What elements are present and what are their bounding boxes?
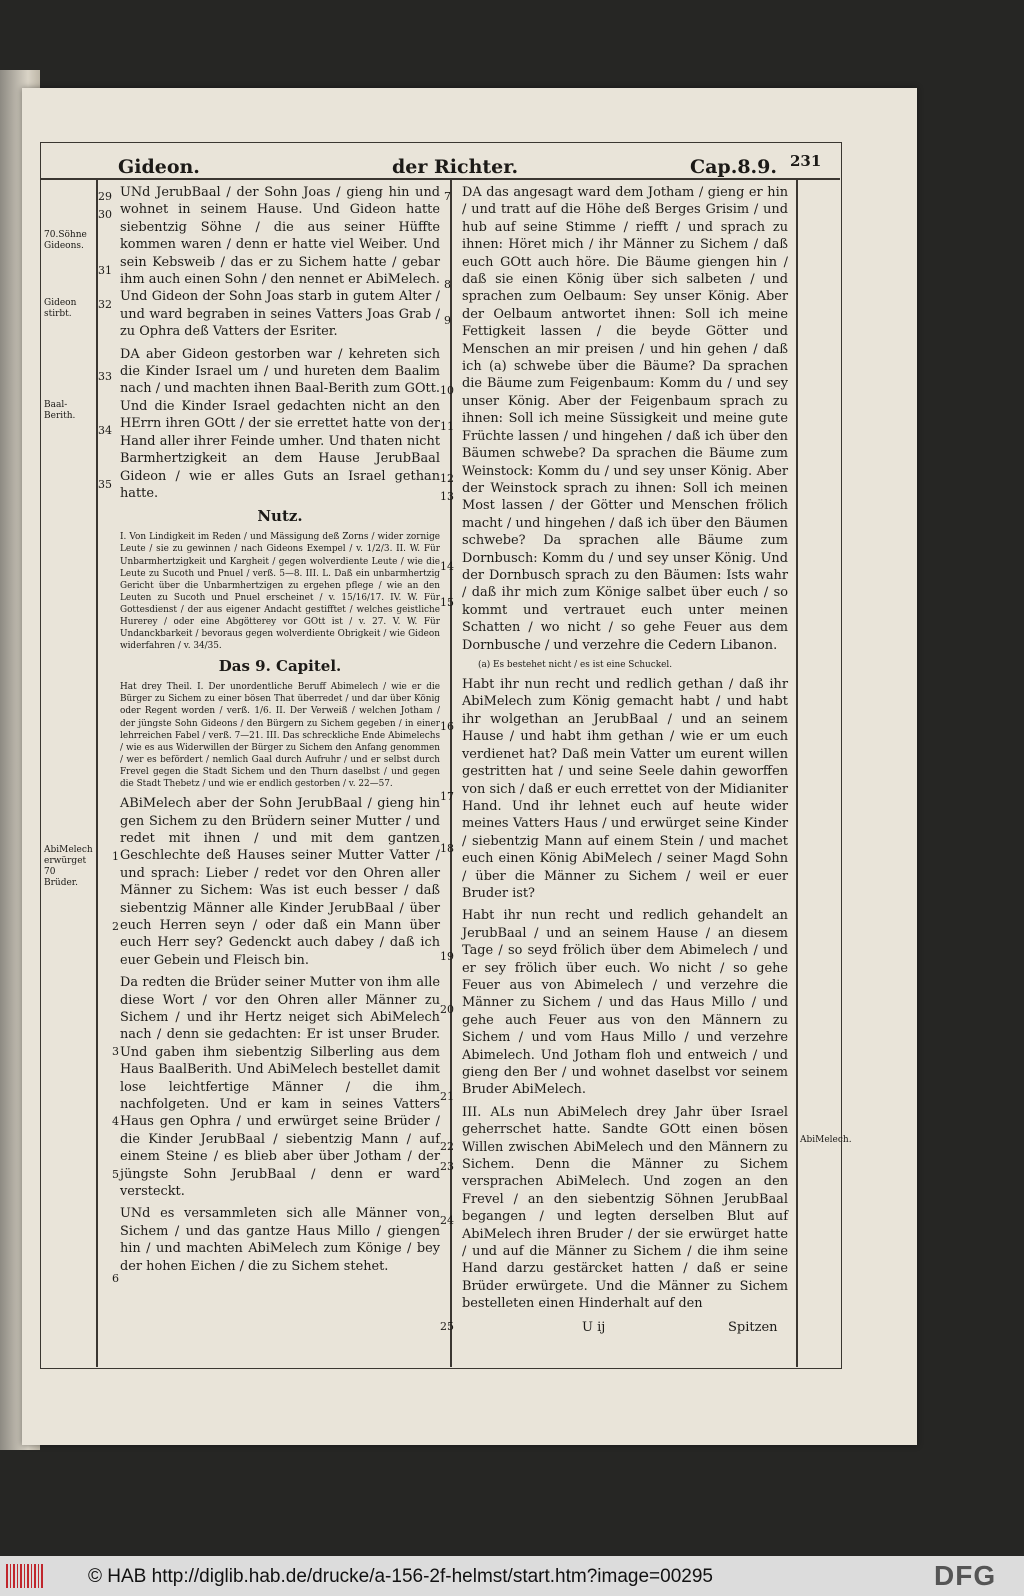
- paragraph: UNd es versammleten sich alle Männer von Sichem / und das gantze Haus Millo / giengen hin / und machten AbiMelech zum Könige / bey der hohen Eichen / die zu Sichem stehet.: [120, 1206, 440, 1274]
- verse-number: 25: [440, 1320, 454, 1333]
- barcode-icon: [6, 1564, 44, 1588]
- running-head-left: Gideon.: [118, 156, 200, 178]
- paragraph: III. ALs nun AbiMelech drey Jahr über Israel geherrschet hatte. Sandte GOtt einen bösen Willen zwischen AbiMelech und den Männern zu Sichem. Denn die Männer zu Sichem versprachen AbiMelech. Und zogen an den Frevel / an den siebentzig Söhnen JerubBaal begangen / und legten derselben Blut auf AbiMelech ihren Bruder / der sie erwürget hatte / und auf die Männer zu Sichem / die ihm seine Hand darzu gestärcket hatten / daß er seine Brüder erwürgete. Und die Männer zu Sichem bestelleten einen Hinderhalt auf den: [462, 1104, 788, 1312]
- verse-number: 2: [112, 920, 119, 933]
- paragraph: Habt ihr nun recht und redlich gethan / daß ihr AbiMelech zum König gemacht habt / und habt ihr wolgethan an JerubBaal / und an seinem Hause / und habt ihm gethan / wie er um euch verdienet hat? Daß mein Vatter um eurent willen gestritten hat / und seine Seele dahin geworffen von sich / daß er euch errettet von der Midianiter Hand. Und ihr lehnet euch auf heute wider meines Vatters Haus / und erwürget seine Kinder / siebentzig Mann auf einem Stein / und machet euch einen König AbiMelech / seiner Magd Sohn / über die Männer zu Sichem / weil er euer Bruder ist?: [462, 677, 788, 901]
- paragraph: Da redten die Brüder seiner Mutter von ihm alle diese Wort / vor den Ohren aller Männer zu Sichem / und ihr Hertz neiget sich AbiMelech nach / denn sie gedachten: Er ist unser Bruder. Und gaben ihm siebentzig Silberling aus dem Haus BaalBerith. Und AbiMelech bestellet damit lose leichtfertige Männer / die ihm nachfolgeten. Und er kam in seines Vatters Haus gen Ophra / und erwürget seine Brüder / die Kinder JerubBaal / siebentzig Mann / auf einem Steine / es blieb aber über Jotham / der jüngste Sohn JerubBaal / denn er ward versteckt.: [120, 975, 440, 1200]
- running-head-center: der Richter.: [392, 156, 519, 178]
- signature-mark: U ij: [582, 1320, 606, 1335]
- right-margin-rule: [796, 178, 798, 1367]
- verse-number: 32: [98, 298, 112, 311]
- nutz-heading: Nutz.: [257, 507, 303, 526]
- verse-number: 11: [440, 420, 454, 433]
- verse-number: 19: [440, 950, 454, 963]
- footnote: (a) Es bestehet nicht / es ist eine Schuckel.: [478, 659, 673, 670]
- verse-number: 5: [112, 1168, 119, 1181]
- verse-number: 33: [98, 370, 112, 383]
- verse-number: 35: [98, 478, 112, 491]
- running-head-chapter: Cap.8.9.: [690, 156, 778, 178]
- verse-number: 16: [440, 720, 454, 733]
- paragraph: ABiMelech aber der Sohn JerubBaal / gieng hin gen Sichem zu den Brüdern seiner Mutter / und redet mit ihnen / und mit dem gantzen Geschlechte deß Hauses seiner Mutter Vatter / und sprach: Lieber / redet vor den Ohren aller Männer zu Sichem: Was ist euch besser / daß siebentzig Männer alle Kinder JerubBaal / über euch Herren seyn / oder daß ein Mann über euch Herr sey? Gedenckt auch dabey / daß ich euer Gebein und Fleisch bin.: [120, 796, 440, 968]
- verse-number: 29: [98, 190, 112, 203]
- paragraph: DA das angesagt ward dem Jotham / gieng er hin / und tratt auf die Höhe deß Berges Grisim / und hub auf seine Stimme / riefft / und sprach zu ihnen: Höret mich / ihr Männer zu Sichem / daß euch GOtt auch höre. Die Bäume giengen hin / daß sie einen König über sich salbeten / und sprachen zum Oelbaum: Sey unser König. Aber der Oelbaum antwortet ihnen: Soll ich meine Fettigkeit lassen / die beyde Götter und Menschen an mir preisen / und hin gehen / daß ich (a) schwebe über die Bäume? Da sprachen die Bäume zum Feigenbaum: Komm du / und sey unser König. Aber der Feigenbaum sprach zu ihnen: Soll ich meine Süssigkeit und meine gute Früchte lassen / und hingehen / daß ich über den Bäumen schwebe? Da sprachen die Bäume zum Weinstock: Komm du / und sey unser König. Aber der Weinstock sprach zu ihnen: Soll ich meinen Most lassen / der Götter und Menschen frölich macht / und hingehen / daß ich über den Bäumen schwebe? Da sprachen alle Bäume zum Dornbusch: Komm du / und sey unser König. Und der Dornbusch sprach zu den Bäumen: Ists wahr / daß ihr mich zum Könige salbet über euch / so kommt und vertrauet euch unter meinen Schatten / wo nicht / so gehe Feuer aus dem Dornbusche / und verzehre die Cedern Libanon.: [462, 185, 788, 653]
- column-divider: [450, 178, 452, 1367]
- nutz-text: I. Von Lindigkeit im Reden / und Mässigung deß Zorns / wider zornige Leute / sie zu gewinnen / nach Gideons Exempel / v. 1/2/3. II. W. Für Unbarmhertzigkeit und Kargheit / gegen wolverdiente Leute / wie die Leute zu Sucoth und Pnuel / verß. 5—8. III. L. Daß ein unbarmhertzig Gericht über die Unbarmhertzigen zu ergehen pflege / wie an den Leuten zu Sucoth und Pnuel erscheinet / v. 15/16/17. IV. W. Für Gottesdienst / der aus eigener Andacht gestifftet / welches geistliche Hurerey / oder eine Abgötterey vor GOtt ist / v. 27. V. W. Für Undanckbarkeit / bevoraus gegen wolverdiente Obrigkeit / wie Gideon widerfahren / v. 34/35.: [120, 532, 440, 652]
- margin-note: Gideon stirbt.: [44, 298, 77, 319]
- chapter-summary: Hat drey Theil. I. Der unordentliche Beruff Abimelech / wie er die Bürger zu Sichem zu einer bösen That überredet / und dar über König oder Regent worden / verß. 1/6. II. Der Verweiß / welchen Jotham / der jüngste Sohn Gideons / den Bürgern zu Sichem gegeben / in einer lehrreichen Fabel / verß. 7—21. III. Das schreckliche Ende Abimelechs / wie es aus Widerwillen der Bürger zu Sichem den Anfang genommen / wer es befördert / nemlich Gaal durch Aufruhr / und er selbst durch Frevel gegen die Stadt Sichem und den Thurn daselbst / und gegen die Stadt Thebetz / und wie er endlich gestorben / v. 22—57.: [120, 682, 440, 789]
- verse-number: 10: [440, 384, 454, 397]
- left-column: [120, 184, 440, 1280]
- verse-number: 15: [440, 596, 454, 609]
- verse-number: 30: [98, 208, 112, 221]
- verse-number: 4: [112, 1115, 119, 1128]
- margin-note: 70.Söhne Gideons.: [44, 230, 87, 251]
- page-number: 231: [790, 152, 822, 170]
- catchword: Spitzen: [728, 1320, 778, 1335]
- verse-number: 22: [440, 1140, 454, 1153]
- credit-bar: [0, 1556, 1024, 1596]
- verse-number: 8: [444, 278, 451, 291]
- verse-number: 9: [444, 314, 451, 327]
- verse-number: 24: [440, 1214, 454, 1227]
- verse-number: 3: [112, 1045, 119, 1058]
- paragraph: DA aber Gideon gestorben war / kehreten sich die Kinder Israel um / und hureten dem Baalim nach / und machten ihnen Baal-Berith zum GOtt. Und die Kinder Israel gedachten nicht an den HErrn ihren GOtt / der sie errettet hatte von der Hand aller ihrer Feinde umher. Und thaten nicht Barmhertzigkeit an dem Hause JerubBaal Gideon / wie er alles Guts an Israel gethan hatte.: [120, 346, 440, 501]
- margin-note: AbiMelech erwürget 70 Brüder.: [44, 845, 93, 888]
- dfg-logo: DFG: [934, 1560, 997, 1591]
- source-link[interactable]: © HAB http://diglib.hab.de/drucke/a-156-2f-helmst/start.htm?image=00295: [88, 1566, 713, 1587]
- header-rule: [40, 178, 840, 180]
- verse-number: 12: [440, 472, 454, 485]
- paragraph: UNd JerubBaal / der Sohn Joas / gieng hin und wohnet in seinem Hause. Und Gideon hatte siebentzig Söhne / die aus seiner Hüffte kommen waren / denn er hatte viel Weiber. Und sein Kebsweib / das er zu Sichem hatte / gebar ihm auch einen Sohn / den nennet er AbiMelech. Und Gideon der Sohn Joas starb in gutem Alter / und ward begraben in seines Vatters Joas Grab / zu Ophra deß Vatters der Esriter.: [120, 185, 440, 340]
- verse-number: 17: [440, 790, 454, 803]
- verse-number: 34: [98, 424, 112, 437]
- margin-note: AbiMelech.: [800, 1135, 852, 1145]
- left-margin-rule: [96, 178, 98, 1367]
- verse-number: 18: [440, 842, 454, 855]
- chapter-heading: Das 9. Capitel.: [218, 657, 342, 676]
- verse-number: 6: [112, 1272, 119, 1285]
- verse-number: 1: [112, 850, 119, 863]
- verse-number: 23: [440, 1160, 454, 1173]
- verse-number: 14: [440, 560, 454, 573]
- verse-number: 7: [444, 190, 451, 203]
- right-column: [462, 184, 788, 1318]
- verse-number: 31: [98, 264, 112, 277]
- paragraph: Habt ihr nun recht und redlich gehandelt an JerubBaal / und an seinem Hause / an diesem Tage / so seyd frölich über dem Abimelech / und er sey frölich über euch. Wo nicht / so gehe Feuer aus von Abimelech / und verzehre die Männer zu Sichem / und das Haus Millo / und gehe auch Feuer aus von den Männern zu Sichem / und vom Haus Millo / und verzehre Abimelech. Und Jotham floh und entweich / und gieng den Ber / und wohnet daselbst vor seinem Bruder AbiMelech.: [462, 908, 788, 1098]
- margin-note: Baal-Berith.: [44, 400, 76, 421]
- verse-number: 20: [440, 1003, 454, 1016]
- verse-number: 13: [440, 490, 454, 503]
- verse-number: 21: [440, 1090, 454, 1103]
